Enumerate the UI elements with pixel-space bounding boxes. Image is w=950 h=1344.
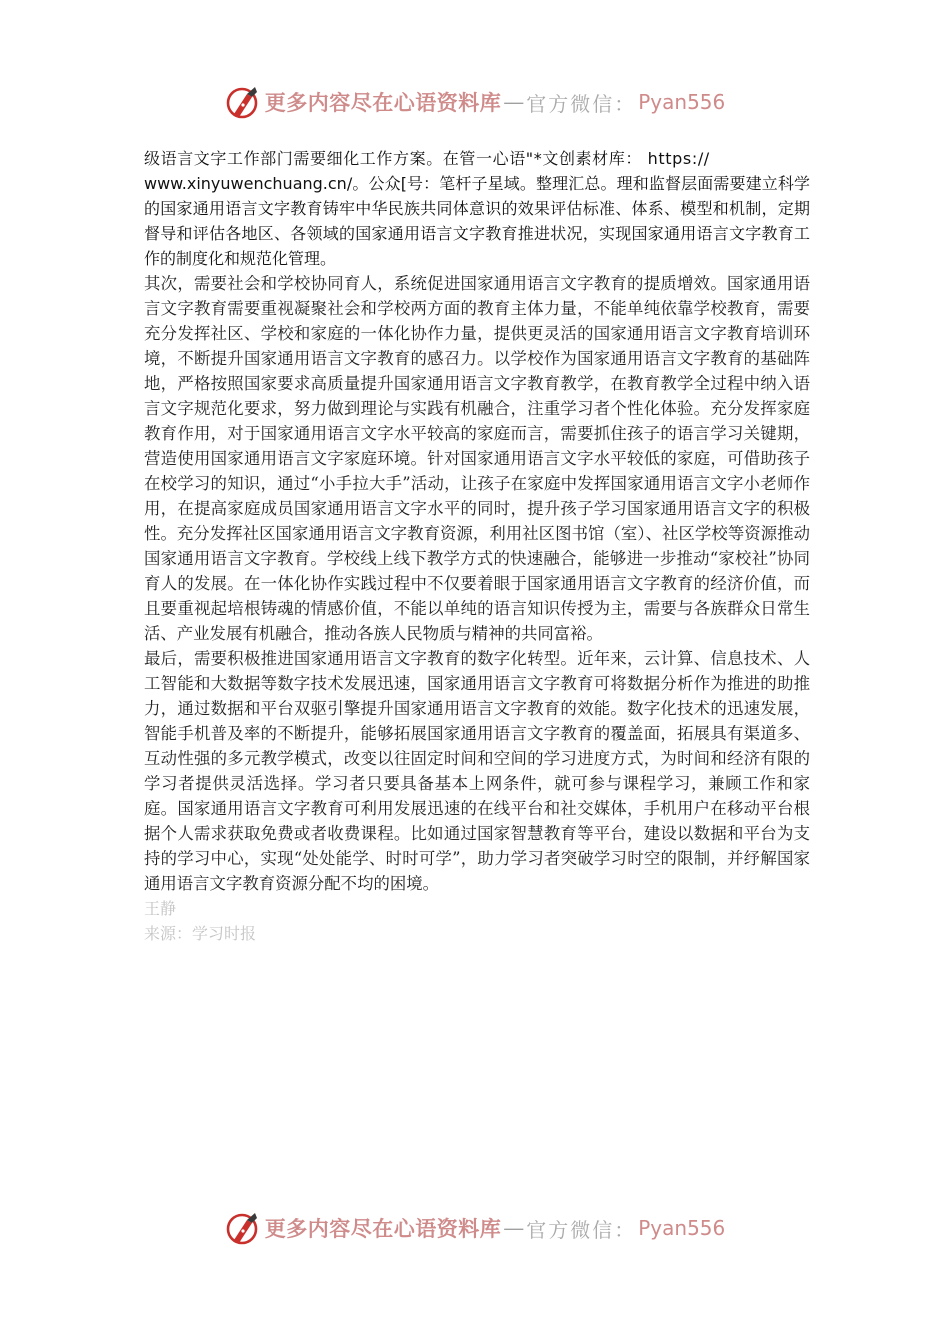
paragraph-second: 其次，需要社会和学校协同育人，系统促进国家通用语言文字教育的提质增效。国家通用语言文字教育需要重视凝聚社会和学校两方面的教育主体力量，不能单纯依靠学校教育，需要充分发挥社区、学校和家庭的一体化协作力量，提供更灵活的国家通用语言文字教育培训环境，不断提升国家通用语言文字教育的感召力。以学校作为国家通用语言文字教育的基础阵地，严格按照国家要求高质量提升国家通用语言文字教育教学，在教育教学全过程中纳入语言文字规范化要求，努力做到理论与实践有机融合，注重学习者个性化体验。充分发挥家庭教育作用，对于国家通用语言文字水平较高的家庭而言，需要抓住孩子的语言学习关键期，营造使用国家通用语言文字家庭环境。针对国家通用语言文字水平较低的家庭，可借助孩子在校学习的知识，通过“小手拉大手”活动，让孩子在家庭中发挥国家通用语言文字小老师作用，在提高家庭成员国家通用语言文字水平的同时，提升孩子学习国家通用语言文字的积极性。充分发挥社区国家通用语言文字教育资源，利用社区图书馆（室）、社区学校等资源推动国家通用语言文字教育。学校线上线下教学方式的快速融合，能够进一步推动“家校社”协同育人的发展。在一体化协作实践过程中不仅要着眼于国家通用语言文字教育的经济价值，而且要重视起培根铸魂的情感价值，不能以单纯的语言知识传授为主，需要与各族群众日常生活、产业发展有机融合，推动各族人民物质与精神的共同富裕。 [144, 274, 810, 643]
header-banner [0, 82, 950, 122]
banner-wechat-id: Pyan556 [638, 90, 726, 114]
footer-wechat-id: Pyan556 [638, 1216, 726, 1240]
footer-wechat-label: 官方微信： [526, 1217, 637, 1242]
pen-nib-logo-icon [225, 84, 261, 120]
pen-nib-logo-icon [225, 1210, 261, 1246]
article-body [144, 146, 810, 946]
footer-dash: — [503, 1216, 525, 1240]
intro-line-2: www.xinyuwenchuang.cn/。公众[号：笔杆子星域。整理汇总。理和监督层面需要建立科学的国家通用语言文字教育铸牢中华民族共同体意识的效果评估标准、体系、模型和机制，定期督导和评估各地区、各领域的国家通用语言文字教育推进状况，实现国家通用语言文字教育工作的制度化和规范化管理。 [144, 174, 810, 268]
intro-paragraph [144, 146, 810, 271]
author-name: 王静 [144, 899, 177, 918]
footer-brand: 更多内容尽在心语资料库 [264, 1216, 502, 1241]
paragraph-last: 最后，需要积极推进国家通用语言文字教育的数字化转型。近年来，云计算、信息技术、人工智能和大数据等数字技术发展迅速，国家通用语言文字教育可将数据分析作为推进的助推力，通过数据和平台双驱引擎提升国家通用语言文字教育的效能。数字化技术的迅速发展，智能手机普及率的不断提升，能够拓展国家通用语言文字教育的覆盖面，拓展具有渠道多、互动性强的多元教学模式，改变以往固定时间和空间的学习进度方式，为时间和经济有限的学习者提供灵活选择。学习者只要具备基本上网条件，就可参与课程学习，兼顾工作和家庭。国家通用语言文字教育可利用发展迅速的在线平台和社交媒体，手机用户在移动平台根据个人需求获取免费或者收费课程。比如通过国家智慧教育等平台，建设以数据和平台为支持的学习中心，实现“处处能学、时时可学”，助力学习者突破学习时空的限制，并纾解国家通用语言文字教育资源分配不均的困境。 [144, 649, 810, 893]
banner-brand: 更多内容尽在心语资料库 [264, 90, 502, 115]
banner-dash: — [503, 90, 525, 114]
footer-banner [0, 1208, 950, 1248]
article-source: 来源：学习时报 [144, 924, 257, 943]
intro-line-1: 级语言文字工作部门需要细化工作方案。在管一心语"*文创素材库： https:// [144, 149, 710, 168]
banner-wechat-label: 官方微信： [526, 91, 637, 116]
